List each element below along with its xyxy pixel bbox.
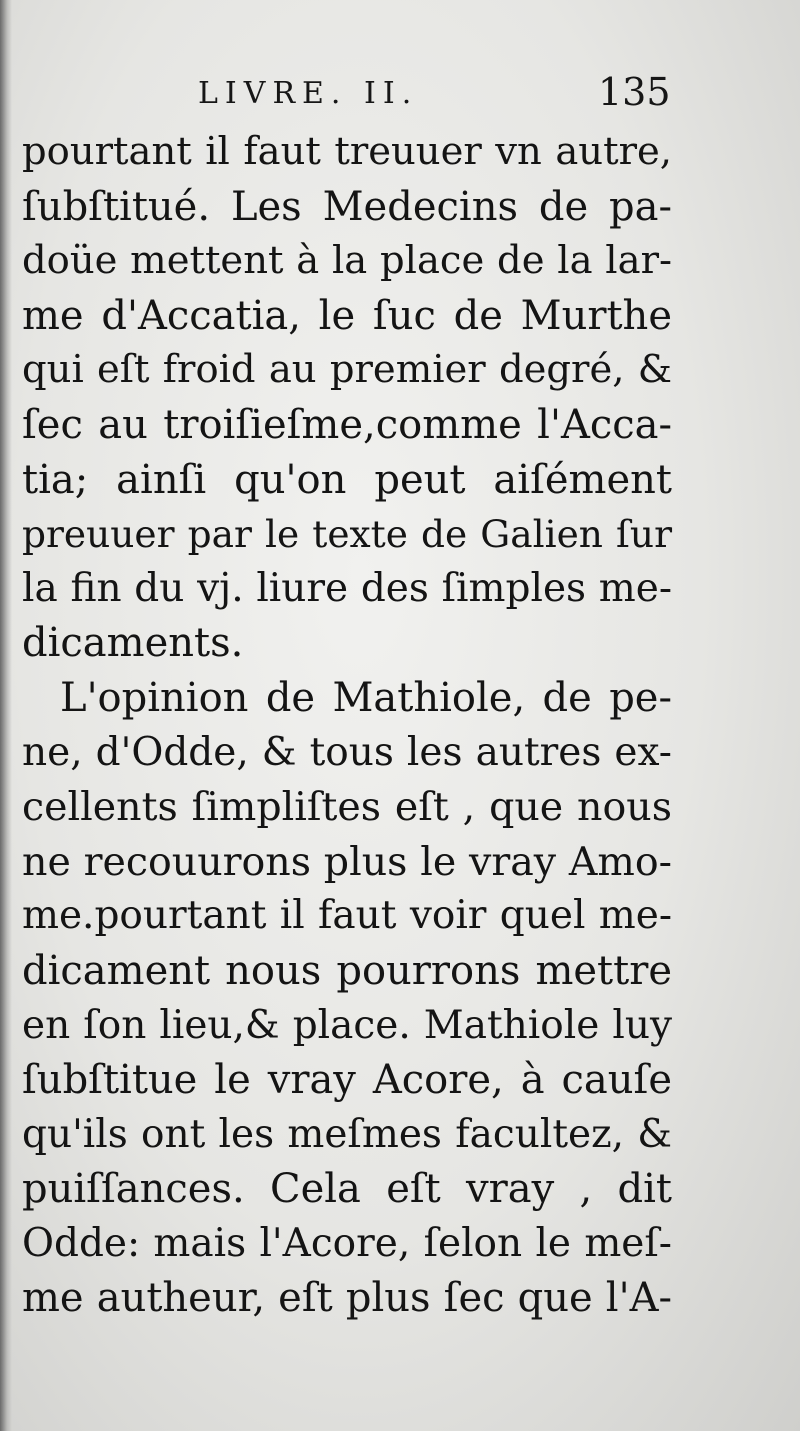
text-line: Odde: mais l'Acore, ſelon le meſ-: [22, 1220, 672, 1266]
text-line: me.pourtant il faut voir quel me-: [22, 893, 672, 939]
page-number: 135: [598, 70, 671, 114]
text-line: cellents ſimpliſtes eſt , que nous: [22, 784, 672, 831]
text-line: ſec au troiſieſme,comme l'Acca-: [22, 401, 672, 448]
text-line: ſubſtitue le vray Acore, à cauſe: [22, 1057, 672, 1104]
running-head: LIVRE. II.: [198, 76, 419, 111]
text-line: preuuer par le texte de Galien ſur: [22, 512, 672, 557]
text-line: la fin du vj. liure des ſimples me-: [22, 565, 672, 611]
text-line: puiſſances. Cela eſt vray , dit: [22, 1166, 672, 1213]
paragraph-first-line: L'opinion de Mathiole, de pe-: [60, 674, 672, 721]
page-header: [0, 70, 800, 120]
text-line: en ſon lieu,& place. Mathiole luy: [22, 1002, 672, 1048]
text-line: ſubſtitué. Les Medecins de pa-: [22, 183, 672, 230]
body-text: [22, 125, 672, 1326]
text-line: qu'ils ont les meſmes facultez, &: [22, 1111, 672, 1157]
text-line: me autheur, eſt plus ſec que l'A-: [22, 1275, 672, 1322]
text-line: ne, d'Odde, & tous les autres ex-: [22, 729, 672, 775]
text-line: tia; ainſi qu'on peut aiſément: [22, 456, 672, 503]
text-line: dicament nous pourrons mettre: [22, 947, 672, 994]
page-binding-edge: [0, 0, 12, 1431]
text-line: me d'Accatia, le ſuc de Murthe: [22, 292, 672, 339]
text-line: qui eſt froid au premier degré, &: [22, 347, 672, 393]
text-line: ne recouurons plus le vray Amo-: [22, 838, 672, 885]
text-line: dicaments.: [22, 620, 244, 667]
text-line: doüe mettent à la place de la lar-: [22, 238, 672, 284]
text-line: pourtant il faut treuuer vn autre,: [22, 129, 672, 174]
